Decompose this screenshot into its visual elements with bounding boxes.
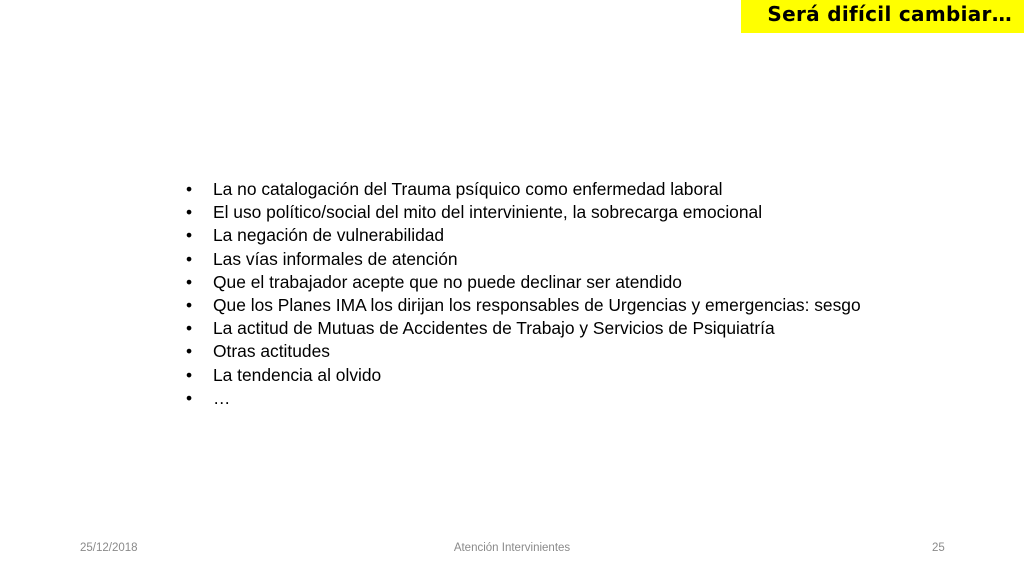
list-item [186, 364, 861, 387]
footer-title: Atención Intervinientes [453, 542, 571, 554]
footer-page-number: 25 [932, 542, 945, 554]
bullet-icon: • [186, 202, 193, 223]
list-item [186, 178, 861, 201]
bullet-text: Que los Planes IMA los dirijan los responsables de Urgencias y emergencias: sesgo [213, 294, 861, 315]
bullet-text: La negación de vulnerabilidad [213, 225, 445, 246]
bullet-icon: • [186, 225, 193, 246]
bullet-text: El uso político/social del mito del interviniente, la sobrecarga emocional [213, 202, 763, 223]
bullet-icon: • [186, 364, 193, 385]
list-item [186, 387, 861, 410]
list-item [186, 201, 861, 224]
bullet-icon: • [186, 318, 193, 339]
slide-title: Será difícil cambiar… [767, 2, 1012, 26]
list-item [186, 317, 861, 340]
list-item [186, 340, 861, 363]
bullet-text: … [213, 387, 231, 408]
bullet-icon: • [186, 248, 193, 269]
list-item [186, 248, 861, 271]
bullet-text: La tendencia al olvido [213, 364, 382, 385]
bullet-text: Otras actitudes [213, 341, 330, 362]
bullet-icon: • [186, 387, 193, 408]
list-item [186, 271, 861, 294]
list-item [186, 294, 861, 317]
bullet-icon: • [186, 294, 193, 315]
bullet-icon: • [186, 341, 193, 362]
bullet-icon: • [186, 179, 193, 199]
bullet-text: La actitud de Mutuas de Accidentes de Trabajo y Servicios de Psiquiatría [213, 318, 775, 339]
bullet-icon: • [186, 271, 193, 292]
bullet-text: La no catalogación del Trauma psíquico como enfermedad laboral [213, 179, 723, 199]
bullet-text: Que el trabajador acepte que no puede declinar ser atendido [213, 271, 682, 292]
slide-title-box [741, 0, 1024, 33]
list-item [186, 224, 861, 247]
footer-date: 25/12/2018 [80, 542, 138, 554]
bullet-list [186, 178, 861, 410]
bullet-text: Las vías informales de atención [213, 248, 458, 269]
